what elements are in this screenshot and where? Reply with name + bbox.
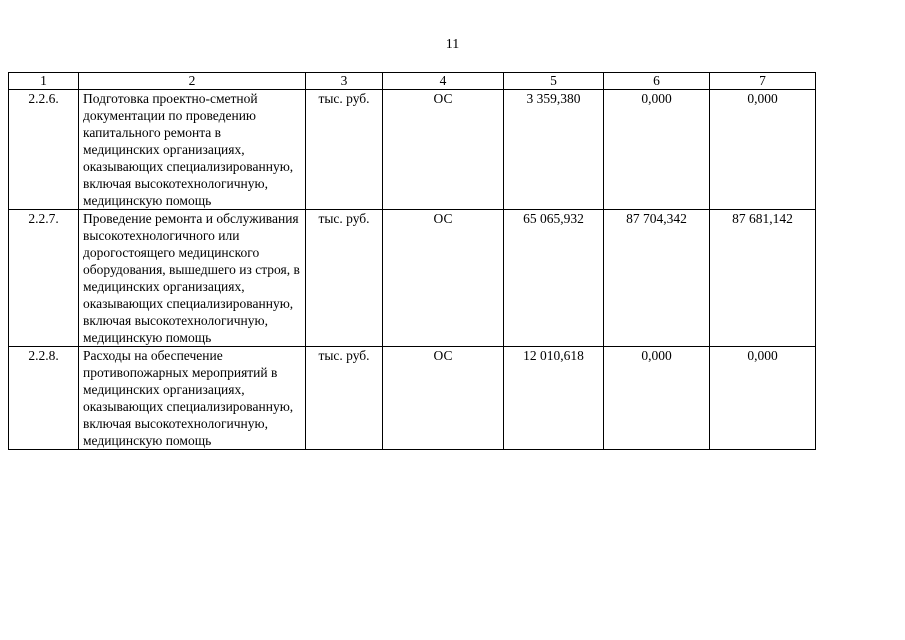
header-cell: 2 (79, 73, 306, 90)
page-number: 11 (445, 37, 460, 52)
table-header-row (9, 73, 816, 90)
row-value-col5: 12 010,618 (504, 347, 604, 450)
table-row (9, 347, 816, 450)
row-description: Проведение ремонта и обслуживания высокотехнологичного или дорогостоящего медицинского оборудования, вышедшего из строя, в медицинских организациях, оказывающих специализированную, включая высокотехнологичную, медицинскую помощь (79, 210, 306, 347)
table-row (9, 210, 816, 347)
table-row (9, 90, 816, 210)
row-unit: тыс. руб. (306, 90, 383, 210)
row-unit: тыс. руб. (306, 210, 383, 347)
row-value-col7: 0,000 (710, 347, 816, 450)
row-code: 2.2.7. (9, 210, 79, 347)
row-value-col7: 87 681,142 (710, 210, 816, 347)
row-description: Расходы на обеспечение противопожарных мероприятий в медицинских организациях, оказывающих специализированную, включая высокотехнологичную, медицинскую помощь (79, 347, 306, 450)
header-cell: 7 (710, 73, 816, 90)
row-value-col7: 0,000 (710, 90, 816, 210)
row-code: 2.2.8. (9, 347, 79, 450)
header-cell: 6 (604, 73, 710, 90)
row-source: ОС (383, 90, 504, 210)
row-value-col5: 65 065,932 (504, 210, 604, 347)
header-cell: 4 (383, 73, 504, 90)
row-unit: тыс. руб. (306, 347, 383, 450)
row-source: ОС (383, 210, 504, 347)
header-cell: 3 (306, 73, 383, 90)
header-cell: 1 (9, 73, 79, 90)
row-source: ОС (383, 347, 504, 450)
row-value-col6: 0,000 (604, 347, 710, 450)
row-value-col5: 3 359,380 (504, 90, 604, 210)
budget-table (8, 72, 816, 450)
row-description: Подготовка проектно-сметной документации по проведению капитального ремонта в медицинских организациях, оказывающих специализированную, включая высокотехнологичную, медицинскую помощь (79, 90, 306, 210)
row-value-col6: 87 704,342 (604, 210, 710, 347)
row-code: 2.2.6. (9, 90, 79, 210)
row-value-col6: 0,000 (604, 90, 710, 210)
header-cell: 5 (504, 73, 604, 90)
